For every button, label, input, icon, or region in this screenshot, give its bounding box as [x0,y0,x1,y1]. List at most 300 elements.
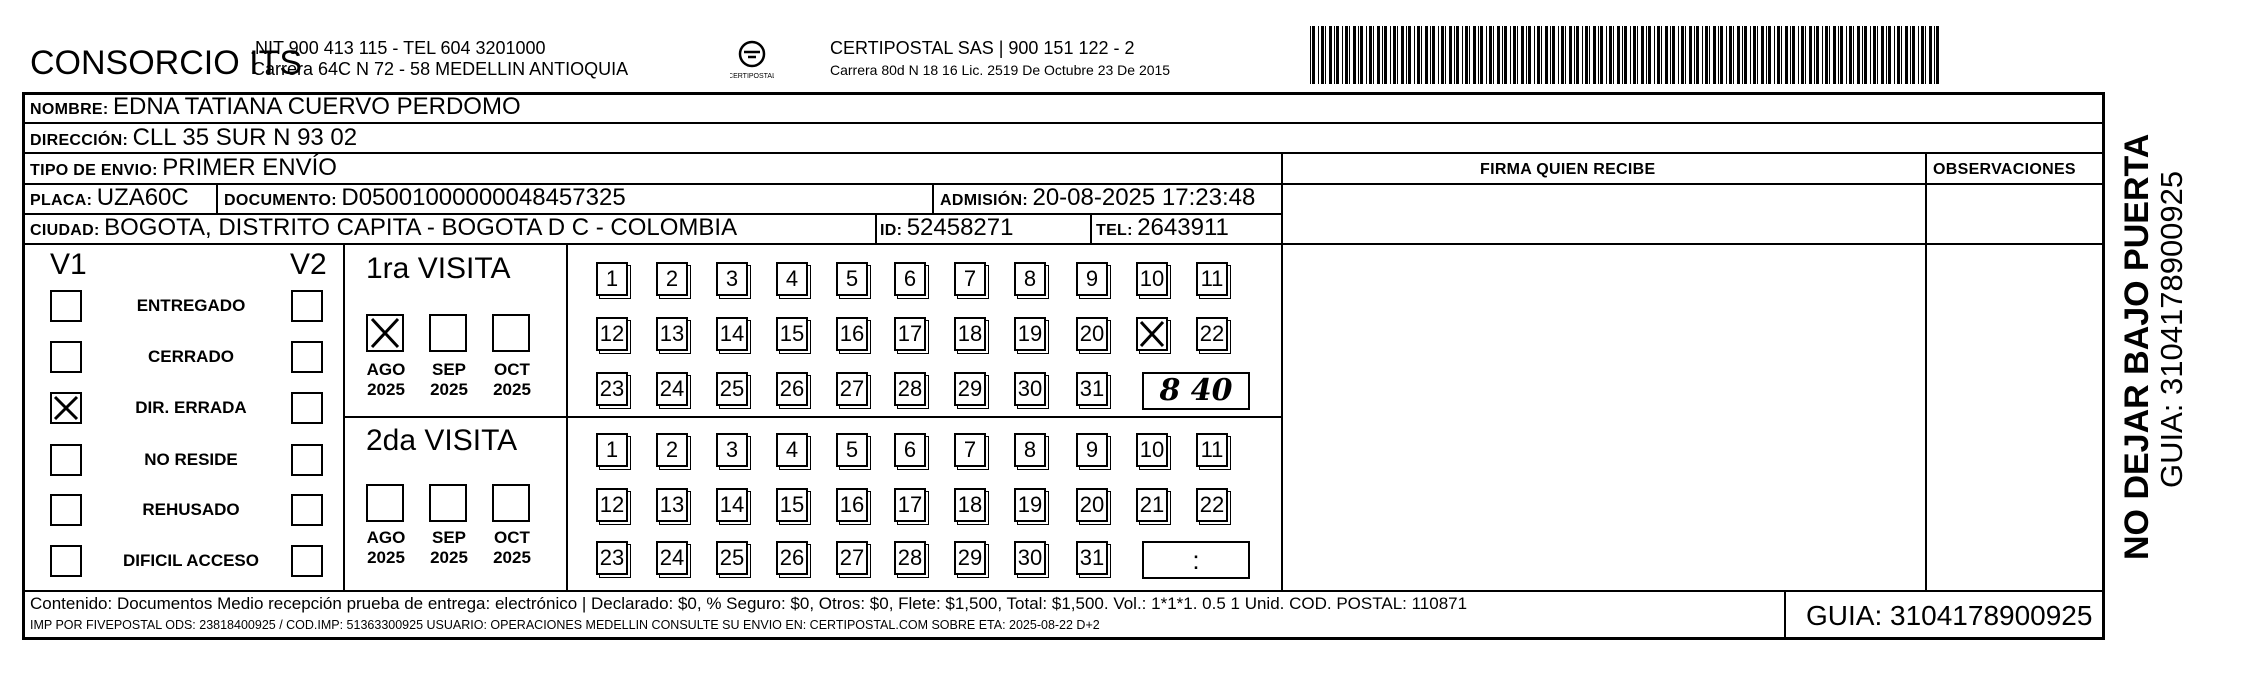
day-checkbox[interactable]: 26 [776,541,808,575]
ciudad-row: CIUDAD: BOGOTA, DISTRITO CAPITA - BOGOTA D C - COLOMBIA [30,214,738,241]
documento-value: D05001000000048457325 [341,184,626,211]
barcode-bar [1366,26,1367,84]
barcode-bar [1838,26,1839,84]
barcode-bar [1910,26,1911,84]
barcode-bar [1558,26,1559,84]
direccion-row: DIRECCIÓN: CLL 35 SUR N 93 02 [30,124,358,151]
month-year: 2025 [367,380,405,399]
barcode-bar [1521,26,1524,84]
footer-imp: IMP POR FIVEPOSTAL ODS: 23818400925 / COD.IMP: 51363300925 USUARIO: OPERACIONES MEDELLIN CONSULTE SU ENVIO EN: CERTIPOSTAL.COM SOBRE ETA: 2025-08-22 D+2 [30,618,1100,632]
barcode-bar [1822,26,1823,84]
day-checkbox[interactable]: 24 [656,372,688,406]
v2-checkbox[interactable] [291,341,323,373]
barcode-bar [1881,26,1884,84]
month-checkbox[interactable] [366,484,404,522]
side-guia: GUIA: 3104178900925 [2154,170,2189,488]
barcode-bar [1318,26,1319,84]
barcode-bar [1726,26,1727,84]
barcode-bar [1390,26,1391,84]
barcode-bar [1829,26,1830,84]
certipostal-logo [730,38,774,86]
barcode-bar [1857,26,1860,84]
barcode-bar [1377,26,1380,84]
month-year: 2025 [430,548,468,567]
day-checkbox[interactable]: 28 [894,541,926,575]
barcode-bar [1753,26,1756,84]
barcode-bar [1537,26,1540,84]
barcode-bar [1681,26,1684,84]
barcode-bar [1685,26,1686,84]
status-option-label: DIR. ERRADA [135,398,247,417]
barcode-bar [1737,26,1740,84]
barcode-bar [1862,26,1863,84]
barcode-bar [1504,26,1507,84]
day-checkbox[interactable]: 7 [954,262,986,296]
barcode-bar [1414,26,1415,84]
month-name: OCT [494,360,530,379]
v1-checkbox[interactable] [50,392,82,424]
barcode-bar [1877,26,1878,84]
status-option-label: DIFICIL ACCESO [122,551,259,570]
barcode-bar [1373,26,1374,84]
barcode-bar [1528,26,1531,84]
status-option-label: NO RESIDE [144,450,238,469]
day-checkbox[interactable]: 1 [596,262,628,296]
barcode-bar [1462,26,1463,84]
barcode-bar [1606,26,1607,84]
barcode-bar [1478,26,1479,84]
barcode-bar [1397,26,1398,84]
barcode-bar [1792,26,1795,84]
barcode-bar [1918,26,1919,84]
v2-checkbox[interactable] [291,290,323,322]
day-checkbox[interactable]: 3 [716,433,748,467]
month-checkbox[interactable] [429,484,467,522]
day-checkbox[interactable]: 11 [1196,433,1228,467]
day-checkbox[interactable]: 6 [894,433,926,467]
barcode-bar [1329,26,1332,84]
barcode-bar [1312,26,1315,84]
barcode-bar [1502,26,1503,84]
barcode-bar [1894,26,1895,84]
barcode-bar [1497,26,1500,84]
v1-checkbox[interactable] [50,290,82,322]
day-checkbox[interactable]: 2 [656,262,688,296]
barcode-bar [1729,26,1732,84]
barcode-bar [1550,26,1551,84]
tel-row: TEL: 2643911 [1096,214,1229,241]
barcode-bar [1552,26,1555,84]
barcode-bar [1886,26,1887,84]
day-checkbox[interactable]: 16 [836,317,868,351]
barcode-bar [1670,26,1671,84]
month-label [362,360,410,400]
v2-checkbox[interactable] [291,444,323,476]
ciudad-value: BOGOTA, DISTRITO CAPITA - BOGOTA D C - COLOMBIA [104,214,738,241]
day-checkbox[interactable]: 14 [716,317,748,351]
barcode-bar [1657,26,1660,84]
barcode-bar [1369,26,1372,84]
barcode-bar [1705,26,1708,84]
day-checkbox[interactable]: 17 [894,488,926,522]
side-notice: NO DEJAR BAJO PUERTA [2118,133,2156,560]
day-checkbox[interactable]: 22 [1196,488,1228,522]
logo-text: CERTIPOSTAL [730,73,774,80]
barcode-bar [1465,26,1468,84]
barcode-bar [1534,26,1535,84]
barcode-bar [1349,26,1350,84]
day-checkbox[interactable]: 31 [1076,372,1108,406]
barcode-bar [1456,26,1459,84]
barcode-bar [1617,26,1620,84]
day-checkbox[interactable]: 20 [1076,488,1108,522]
day-checkbox[interactable]: 3 [716,262,748,296]
day-checkbox[interactable]: 4 [776,433,808,467]
day-checkbox[interactable]: 28 [894,372,926,406]
barcode-bar [1678,26,1679,84]
day-checkbox[interactable] [1136,317,1168,351]
v2-checkbox[interactable] [291,392,323,424]
barcode-bar [1441,26,1444,84]
barcode-bar [1633,26,1636,84]
barcode-bar [1582,26,1583,84]
nombre-value: EDNA TATIANA CUERVO PERDOMO [113,93,521,120]
admision-value: 20-08-2025 17:23:48 [1032,184,1256,211]
day-checkbox[interactable]: 19 [1014,317,1046,351]
v1-checkbox[interactable] [50,444,82,476]
barcode-bar [1600,26,1603,84]
barcode-bar [1493,26,1494,84]
barcode-bar [1744,26,1747,84]
v1-label: V1 [50,248,87,281]
day-checkbox[interactable]: 4 [776,262,808,296]
day-checkbox[interactable]: 31 [1076,541,1108,575]
barcode-bar [1801,26,1804,84]
barcode-bar [1421,26,1422,84]
barcode-bar [1897,26,1900,84]
barcode-bar [1609,26,1612,84]
v1-checkbox[interactable] [50,341,82,373]
barcode-bar [1912,26,1915,84]
direccion-value: CLL 35 SUR N 93 02 [132,124,358,151]
barcode-bar [1637,26,1638,84]
barcode-bar [1561,26,1564,84]
address-line: Carrera 64C N 72 - 58 MEDELLIN ANTIOQUIA [252,59,629,79]
month-year: 2025 [430,380,468,399]
barcode-bar [1864,26,1867,84]
day-checkbox[interactable]: 1 [596,433,628,467]
month-checkbox[interactable] [429,314,467,352]
day-checkbox[interactable]: 21 [1136,488,1168,522]
day-checkbox[interactable]: 30 [1014,541,1046,575]
barcode-bar [1825,26,1828,84]
month-name: SEP [431,360,467,379]
barcode-bar [1766,26,1767,84]
day-checkbox[interactable]: 7 [954,433,986,467]
barcode-bar [1384,26,1387,84]
barcode-bar [1360,26,1363,84]
day-checkbox[interactable]: 18 [954,488,986,522]
barcode-bar [1325,26,1326,84]
nit-line: .NIT 900 413 115 - TEL 604 3201000 [250,38,546,58]
barcode-bar [1585,26,1588,84]
placa-row: PLACA: UZA60C [30,184,189,211]
v2-label: V2 [290,248,327,281]
barcode-bar [1814,26,1815,84]
day-checkbox[interactable]: 30 [1014,372,1046,406]
barcode-bar [1774,26,1775,84]
barcode-bar [1480,26,1483,84]
day-checkbox[interactable]: 27 [836,372,868,406]
footer-guia: GUIA: 3104178900925 [1806,600,2093,631]
barcode-bar [1408,26,1411,84]
nombre-row: NOMBRE: EDNA TATIANA CUERVO PERDOMO [30,93,521,120]
barcode-bar [1526,26,1527,84]
month-year: 2025 [493,380,531,399]
v1-checkbox[interactable] [50,494,82,526]
barcode-bar [1809,26,1812,84]
month-name: SEP [431,528,467,547]
barcode-bar [1833,26,1836,84]
day-checkbox[interactable]: 14 [716,488,748,522]
barcode-bar [1781,26,1782,84]
barcode-bar [1473,26,1476,84]
day-checkbox[interactable]: 22 [1196,317,1228,351]
barcode-bar [1569,26,1572,84]
time-field[interactable]: 8 40 [1142,372,1250,410]
day-checkbox[interactable]: 23 [596,541,628,575]
month-name: AGO [366,528,406,547]
barcode-bar [1694,26,1695,84]
day-checkbox[interactable]: 11 [1196,262,1228,296]
barcode-bar [1613,26,1614,84]
observaciones-label: OBSERVACIONES [1933,161,2076,178]
month-label [488,528,536,568]
month-checkbox[interactable] [366,314,404,352]
barcode-bar [1432,26,1435,84]
day-checkbox[interactable]: 12 [596,317,628,351]
day-checkbox[interactable]: 26 [776,372,808,406]
status-option-label: ENTREGADO [136,296,246,315]
barcode-bar [1513,26,1516,84]
id-row: ID: 52458271 [880,214,1014,241]
barcode-bar [1846,26,1847,84]
day-checkbox[interactable]: 29 [954,541,986,575]
status-option-label: REHUSADO [142,500,240,519]
barcode-bar [1785,26,1788,84]
barcode-bar [1401,26,1404,84]
barcode-bar [1510,26,1511,84]
firma-label: FIRMA QUIEN RECIBE [1480,161,1656,178]
month-label [488,360,536,400]
barcode-bar [1641,26,1644,84]
barcode-bar [1733,26,1734,84]
barcode-bar [1517,26,1518,84]
month-checkbox[interactable] [492,484,530,522]
day-checkbox[interactable]: 20 [1076,317,1108,351]
day-checkbox[interactable]: 16 [836,488,868,522]
barcode-bar [1321,26,1324,84]
barcode-bar [1713,26,1716,84]
day-checkbox[interactable]: 10 [1136,262,1168,296]
barcode-bar [1445,26,1446,84]
barcode-bar [1750,26,1751,84]
barcode-bar [1925,26,1926,84]
barcode-bar [1334,26,1335,84]
barcode-bar [1790,26,1791,84]
month-year: 2025 [493,548,531,567]
day-checkbox[interactable]: 29 [954,372,986,406]
carrier-sub: Carrera 80d N 18 16 Lic. 2519 De Octubre 23 De 2015 [830,62,1171,78]
barcode-bar [1873,26,1876,84]
barcode-bar [1840,26,1843,84]
barcode-bar [1545,26,1548,84]
status-option-label: CERRADO [148,347,234,366]
barcode-bar [1934,26,1935,84]
barcode-bar [1661,26,1662,84]
day-checkbox[interactable]: 19 [1014,488,1046,522]
day-checkbox[interactable]: 25 [716,372,748,406]
barcode-bar [1768,26,1771,84]
company-name: CONSORCIO ITS [30,44,303,82]
v2-checkbox[interactable] [291,494,323,526]
barcode-bar [1576,26,1579,84]
v1-checkbox[interactable] [50,545,82,577]
tipo-value: PRIMER ENVÍO [162,154,337,181]
documento-row: DOCUMENTO: D05001000000048457325 [224,184,626,211]
barcode-bar [1310,26,1311,84]
day-checkbox[interactable]: 12 [596,488,628,522]
barcode-bar [1905,26,1908,84]
month-checkbox[interactable] [492,314,530,352]
barcode-bar [1849,26,1852,84]
month-name: OCT [494,528,530,547]
barcode-bar [1870,26,1871,84]
barcode-bar [1718,26,1719,84]
barcode-bar [1696,26,1699,84]
barcode-bar [1382,26,1383,84]
day-checkbox[interactable]: 2 [656,433,688,467]
day-checkbox[interactable]: 17 [894,317,926,351]
barcode-bar [1622,26,1623,84]
day-checkbox[interactable]: 5 [836,262,868,296]
carrier-line: CERTIPOSTAL SAS | 900 151 122 - 2 [830,38,1135,58]
day-checkbox[interactable]: 10 [1136,433,1168,467]
barcode-bar [1816,26,1819,84]
barcode-bar [1358,26,1359,84]
time-field[interactable]: : [1142,541,1250,579]
barcode-bar [1777,26,1780,84]
barcode-bar [1805,26,1806,84]
day-checkbox[interactable]: 8 [1014,262,1046,296]
tel-value: 2643911 [1137,214,1229,241]
first-visit-title: 1ra VISITA [366,252,511,285]
barcode-bar [1921,26,1924,84]
day-checkbox[interactable]: 25 [716,541,748,575]
day-checkbox[interactable]: 27 [836,541,868,575]
barcode-bar [1454,26,1455,84]
barcode-bar [1720,26,1723,84]
barcode-bar [1469,26,1470,84]
barcode-bar [1336,26,1339,84]
footer-contents: Contenido: Documentos Medio recepción prueba de entrega: electrónico | Declarado: $0, % Seguro: $0, Otros: $0, Flete: $1,500, Total: $1,500. Vol.: 1*1*1. 0.5 1 Unid. COD. POSTAL: 110871 [30,594,1468,613]
barcode-bar [1345,26,1348,84]
barcode-bar [1438,26,1439,84]
barcode-bar [1353,26,1356,84]
barcode-bar [1393,26,1396,84]
barcode-bar [1593,26,1596,84]
barcode-bar [1417,26,1420,84]
day-checkbox[interactable]: 9 [1076,262,1108,296]
month-label [425,528,473,568]
barcode-bar [1757,26,1758,84]
barcode-bar [1888,26,1891,84]
day-checkbox[interactable]: 9 [1076,433,1108,467]
barcode-bar [1929,26,1932,84]
barcode-bar [1648,26,1651,84]
barcode-bar [1936,26,1939,84]
barcode-bar [1689,26,1692,84]
barcode-bar [1654,26,1655,84]
barcode [1310,26,1946,84]
barcode-bar [1430,26,1431,84]
barcode-bar [1598,26,1599,84]
month-name: AGO [366,360,406,379]
month-label [425,360,473,400]
barcode-bar [1702,26,1703,84]
day-checkbox[interactable]: 15 [776,317,808,351]
barcode-bar [1589,26,1590,84]
barcode-bar [1901,26,1902,84]
day-checkbox[interactable]: 13 [656,317,688,351]
barcode-bar [1541,26,1542,84]
barcode-bar [1406,26,1407,84]
barcode-bar [1672,26,1675,84]
barcode-bar [1761,26,1764,84]
barcode-bar [1709,26,1710,84]
barcode-bar [1489,26,1492,84]
id-value: 52458271 [906,214,1014,241]
v2-checkbox[interactable] [291,545,323,577]
barcode-bar [1486,26,1487,84]
day-checkbox[interactable]: 5 [836,433,868,467]
barcode-bar [1646,26,1647,84]
barcode-bar [1574,26,1575,84]
barcode-bar [1449,26,1452,84]
day-checkbox[interactable]: 24 [656,541,688,575]
admision-row: ADMISIÓN: 20-08-2025 17:23:48 [940,184,1256,211]
barcode-bar [1665,26,1668,84]
day-checkbox[interactable]: 23 [596,372,628,406]
barcode-bar [1853,26,1854,84]
day-checkbox[interactable]: 18 [954,317,986,351]
day-checkbox[interactable]: 15 [776,488,808,522]
barcode-bar [1742,26,1743,84]
second-visit-title: 2da VISITA [366,424,518,457]
barcode-bar [1624,26,1627,84]
month-label [362,528,410,568]
barcode-bar [1798,26,1799,84]
day-checkbox[interactable]: 6 [894,262,926,296]
day-checkbox[interactable]: 8 [1014,433,1046,467]
barcode-bar [1565,26,1566,84]
day-checkbox[interactable]: 13 [656,488,688,522]
barcode-bar [1630,26,1631,84]
month-year: 2025 [367,548,405,567]
barcode-bar [1425,26,1428,84]
tipo-row: TIPO DE ENVIO: PRIMER ENVÍO [30,154,337,181]
barcode-bar [1342,26,1343,84]
